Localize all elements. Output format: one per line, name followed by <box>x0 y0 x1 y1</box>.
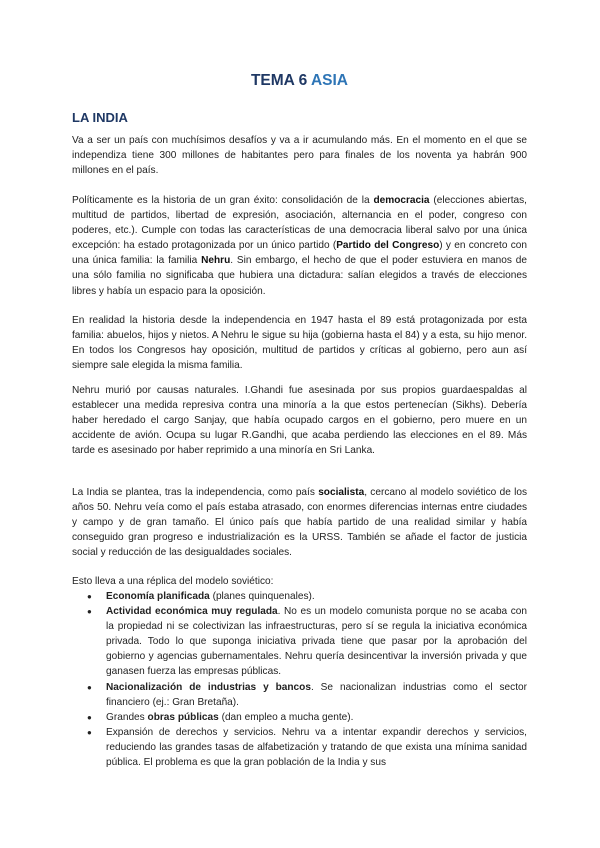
section-heading: LA INDIA <box>72 110 128 125</box>
paragraph-family: En realidad la historia desde la independencia en 1947 hasta el 89 está protagonizada por esta familia: abuelos, hijos y nietos. A Nehru le sigue su hija (gobierna hasta el 84) y a esta, su hijo menor. En todos los Congresos hay oposición, multitud de partidos y críticas al gobierno, pero aun así siempre sale elegida la misma familia. <box>72 315 527 372</box>
p2-text-3: ) y en concreto con una única familia: la familia <box>72 240 527 267</box>
p2-text-4: . Sin embargo, el hecho de que el poder estuviera en manos de una sólo familia no significaba que hubiera una dictadura: salían elegidos a través de elecciones libres y había un espacio para la oposición. <box>72 255 527 297</box>
paragraph-politics <box>72 193 527 299</box>
p5-bold-socialista: socialista <box>318 487 365 498</box>
p5-text-1: La India se plantea, tras la independencia, como país <box>72 487 319 498</box>
p2-text-2: (elecciones abiertas, multitud de partidos, libertad de expresión, asociación, alternancia en el poder, congreso con poderes, etc.). Cumple con todas las características de una democracia liberal salvo por una única excepción: ha estado protagonizada por un único partido ( <box>72 195 527 252</box>
paragraph-succession: Nehru murió por causas naturales. I.Ghandi fue asesinada por sus propios guardaespaldas al establecer una medida represiva contra una minoría a la que estos pertenecían (Sikhs). Debería haber heredado el cargo Sanjay, que había ocupado cargos en el gobierno, pero muere en un accidente de avión. Ocupa su lugar R.Gandhi, que acaba perdiendo las elecciones en el 89. Más tarde es asesinado por haber reprimido a una minoría en Sri Lanka. <box>72 385 527 457</box>
list-item <box>72 680 527 710</box>
bullet-icon: ● <box>87 682 92 692</box>
p2-bold-nehru: Nehru <box>201 255 231 267</box>
bullet-icon: ● <box>87 592 92 601</box>
p2-text-1: Políticamente es la historia de un gran éxito: consolidación de la <box>72 195 374 206</box>
list-item <box>72 589 527 604</box>
bullet-bold: Actividad económica muy regulada <box>106 606 278 618</box>
bullet-text: Expansión de derechos y servicios. Nehru va a intentar expandir derechos y servicios, reduciendo las grandes tasas de alfabetización y tratando de que exista una mínima sanidad pública. El problema es que la gran población de la India y sus <box>106 726 527 769</box>
list-item <box>72 725 527 770</box>
bullet-bold: Nacionalización de industrias y bancos <box>106 681 311 693</box>
soviet-model-list <box>72 589 527 770</box>
bullet-text-pre: Grandes <box>106 711 148 723</box>
list-item <box>72 710 527 725</box>
bullet-icon: ● <box>87 607 92 617</box>
p2-bold-democracia: democracia <box>373 195 430 206</box>
bullet-icon: ● <box>87 727 92 737</box>
list-intro: Esto lleva a una réplica del modelo soviético: <box>72 576 274 587</box>
bullet-bold: obras públicas <box>147 711 219 723</box>
bullet-text: . Se nacionalizan industrias como el sector financiero (ej.: Gran Bretaña). <box>106 681 527 708</box>
p2-bold-partido: Partido del Congreso <box>336 240 440 252</box>
paragraph-intro: Va a ser un país con muchísimos desafíos y va a ir acumulando más. En el momento en el que se independiza tiene 300 millones de habitantes pero para finales de los noventa ya habrán 900 millones en el país. <box>72 135 527 177</box>
bullet-icon: ● <box>87 712 92 722</box>
bullet-text: (dan empleo a mucha gente). <box>218 711 354 723</box>
bullet-text: . No es un modelo comunista porque no se acaba con la propiedad ni se colectivizan las infraestructuras, pero sí se regula la iniciativa económica privada. Todo lo que suponga iniciativa privada tiene que pasar por la aprobación del gobierno y agencias gubernamentales. Nehru quería desincentivar la inversión privada y que ganasen fuerza las empresas públicas. <box>106 606 527 678</box>
p5-text-2: , cercano al modelo soviético de los años 50. Nehru veía como el país estaba atrasado, con enormes diferencias internas entre ciudades y campo y de gran tamaño. El único país que había partido de una realidad similar y había conseguido gran progreso e industrialización es la URSS. También se añade el factor de justicia social y reducción de las desigualdades sociales. <box>72 487 527 559</box>
title-accent: ASIA <box>310 72 349 89</box>
page-title <box>72 72 527 90</box>
bullet-text: (planes quinquenales). <box>209 591 315 602</box>
bullet-bold: Economía planificada <box>106 591 210 602</box>
paragraph-socialism <box>72 485 527 560</box>
list-item <box>72 604 527 679</box>
title-main: TEMA 6 <box>250 72 308 89</box>
